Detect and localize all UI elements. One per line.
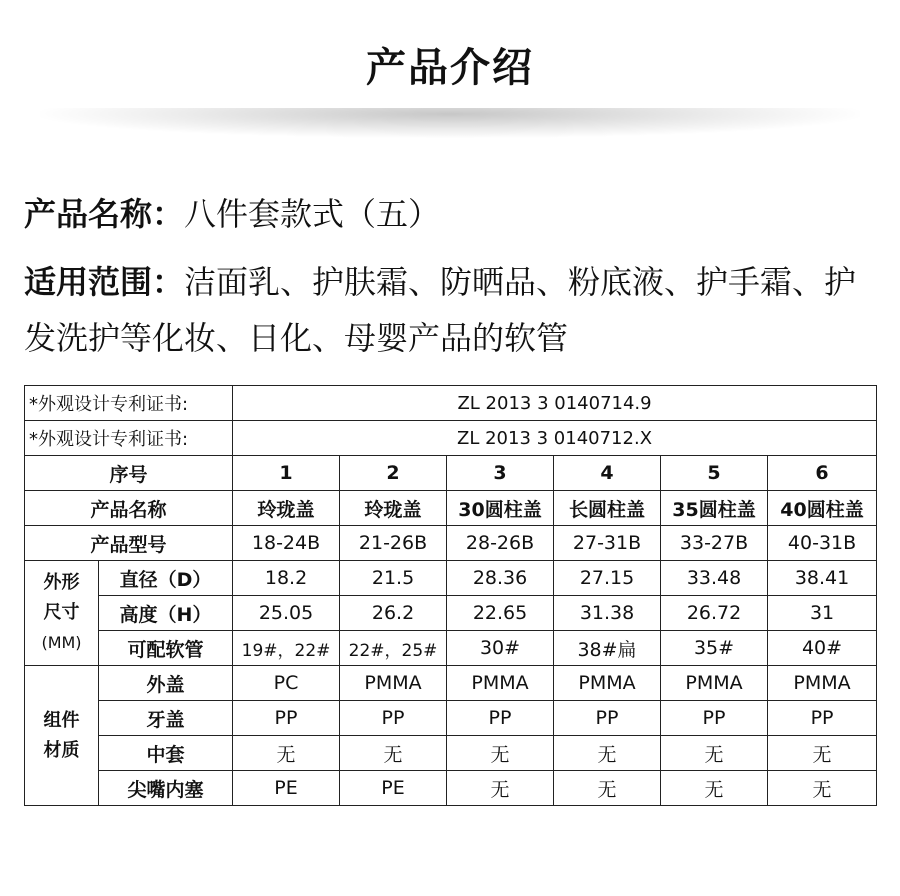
thread-cap-cell: PP bbox=[554, 701, 661, 736]
table-row bbox=[25, 771, 877, 806]
product-name-cell: 长圆柱盖 bbox=[554, 491, 661, 526]
product-model-cell: 40-31B bbox=[768, 526, 877, 561]
outer-cap-cell: PMMA bbox=[554, 666, 661, 701]
usage-scope-value: 洁面乳、护肤霜、防晒品、粉底液、护手霜、护发洗护等化妆、日化、母婴产品的软管 bbox=[24, 263, 857, 357]
height-cell: 31 bbox=[768, 596, 877, 631]
height-cell: 22.65 bbox=[447, 596, 554, 631]
serial-cell: 5 bbox=[661, 456, 768, 491]
dimensions-group-line: 外形 bbox=[43, 572, 80, 593]
compatible-tube-cell: 30# bbox=[447, 631, 554, 666]
height-cell: 26.72 bbox=[661, 596, 768, 631]
height-header: 高度（H） bbox=[99, 596, 233, 631]
patent-cert-label: *外观设计专利证书: bbox=[25, 421, 233, 456]
table-row bbox=[25, 596, 877, 631]
product-model-cell: 18-24B bbox=[233, 526, 340, 561]
product-name-cell: 30圆柱盖 bbox=[447, 491, 554, 526]
dimensions-group-line: 尺寸 bbox=[43, 602, 80, 623]
patent-cert-label: *外观设计专利证书: bbox=[25, 386, 233, 421]
thread-cap-cell: PP bbox=[661, 701, 768, 736]
serial-cell: 1 bbox=[233, 456, 340, 491]
table-row bbox=[25, 666, 877, 701]
page-heading: 产品介绍 bbox=[366, 45, 534, 91]
patent-cert-value: ZL 2013 3 0140714.9 bbox=[233, 386, 877, 421]
table-row bbox=[25, 526, 877, 561]
serial-cell: 6 bbox=[768, 456, 877, 491]
table-row bbox=[25, 701, 877, 736]
table-row bbox=[25, 561, 877, 596]
middle-sleeve-cell: 无 bbox=[661, 736, 768, 771]
product-model-header: 产品型号 bbox=[25, 526, 233, 561]
product-model-cell: 27-31B bbox=[554, 526, 661, 561]
patent-cert-value: ZL 2013 3 0140712.X bbox=[233, 421, 877, 456]
dimensions-group-header bbox=[25, 561, 99, 666]
thread-cap-cell: PP bbox=[233, 701, 340, 736]
compatible-tube-cell: 38#扁 bbox=[554, 631, 661, 666]
compatible-tube-cell: 35# bbox=[661, 631, 768, 666]
product-name-label: 产品名称： bbox=[24, 195, 185, 233]
product-model-cell: 28-26B bbox=[447, 526, 554, 561]
serial-cell: 4 bbox=[554, 456, 661, 491]
table-row bbox=[25, 421, 877, 456]
height-cell: 31.38 bbox=[554, 596, 661, 631]
materials-group-header bbox=[25, 666, 99, 806]
nozzle-plug-header: 尖嘴内塞 bbox=[99, 771, 233, 806]
usage-scope-line bbox=[24, 254, 884, 366]
middle-sleeve-cell: 无 bbox=[447, 736, 554, 771]
table-row bbox=[25, 736, 877, 771]
materials-group-line: 组件 bbox=[43, 709, 80, 731]
diameter-cell: 28.36 bbox=[447, 561, 554, 596]
outer-cap-cell: PMMA bbox=[340, 666, 447, 701]
diameter-cell: 18.2 bbox=[233, 561, 340, 596]
nozzle-plug-cell: 无 bbox=[661, 771, 768, 806]
outer-cap-cell: PC bbox=[233, 666, 340, 701]
product-name-header: 产品名称 bbox=[25, 491, 233, 526]
table-row bbox=[25, 456, 877, 491]
compatible-tube-cell: 22#，25# bbox=[340, 631, 447, 666]
diameter-header: 直径（D） bbox=[99, 561, 233, 596]
product-name-cell: 40圆柱盖 bbox=[768, 491, 877, 526]
outer-cap-cell: PMMA bbox=[768, 666, 877, 701]
nozzle-plug-cell: 无 bbox=[447, 771, 554, 806]
middle-sleeve-header: 中套 bbox=[99, 736, 233, 771]
thread-cap-header: 牙盖 bbox=[99, 701, 233, 736]
middle-sleeve-cell: 无 bbox=[233, 736, 340, 771]
diameter-cell: 33.48 bbox=[661, 561, 768, 596]
serial-header: 序号 bbox=[25, 456, 233, 491]
product-name-line bbox=[24, 194, 884, 234]
serial-cell: 2 bbox=[340, 456, 447, 491]
product-model-cell: 33-27B bbox=[661, 526, 768, 561]
heading-shadow-divider bbox=[40, 108, 860, 138]
compatible-tube-cell: 40# bbox=[768, 631, 877, 666]
table-row bbox=[25, 386, 877, 421]
table-row bbox=[25, 631, 877, 666]
nozzle-plug-cell: 无 bbox=[554, 771, 661, 806]
product-name-cell: 35圆柱盖 bbox=[661, 491, 768, 526]
compatible-tube-header: 可配软管 bbox=[99, 631, 233, 666]
compatible-tube-cell: 19#，22# bbox=[233, 631, 340, 666]
nozzle-plug-cell: PE bbox=[233, 771, 340, 806]
product-name-cell: 玲珑盖 bbox=[233, 491, 340, 526]
serial-cell: 3 bbox=[447, 456, 554, 491]
height-cell: 25.05 bbox=[233, 596, 340, 631]
thread-cap-cell: PP bbox=[768, 701, 877, 736]
middle-sleeve-cell: 无 bbox=[768, 736, 877, 771]
thread-cap-cell: PP bbox=[340, 701, 447, 736]
usage-scope-label: 适用范围： bbox=[24, 263, 185, 301]
thread-cap-cell: PP bbox=[447, 701, 554, 736]
middle-sleeve-cell: 无 bbox=[340, 736, 447, 771]
outer-cap-cell: PMMA bbox=[447, 666, 554, 701]
height-cell: 26.2 bbox=[340, 596, 447, 631]
materials-group-line: 材质 bbox=[43, 739, 80, 761]
outer-cap-header: 外盖 bbox=[99, 666, 233, 701]
nozzle-plug-cell: 无 bbox=[768, 771, 877, 806]
outer-cap-cell: PMMA bbox=[661, 666, 768, 701]
diameter-cell: 21.5 bbox=[340, 561, 447, 596]
product-model-cell: 21-26B bbox=[340, 526, 447, 561]
nozzle-plug-cell: PE bbox=[340, 771, 447, 806]
dimensions-unit: (MM) bbox=[41, 633, 82, 652]
middle-sleeve-cell: 无 bbox=[554, 736, 661, 771]
diameter-cell: 27.15 bbox=[554, 561, 661, 596]
spec-table bbox=[24, 385, 877, 806]
product-name-cell: 玲珑盖 bbox=[340, 491, 447, 526]
diameter-cell: 38.41 bbox=[768, 561, 877, 596]
table-row bbox=[25, 491, 877, 526]
product-name-value: 八件套款式（五） bbox=[184, 195, 441, 233]
